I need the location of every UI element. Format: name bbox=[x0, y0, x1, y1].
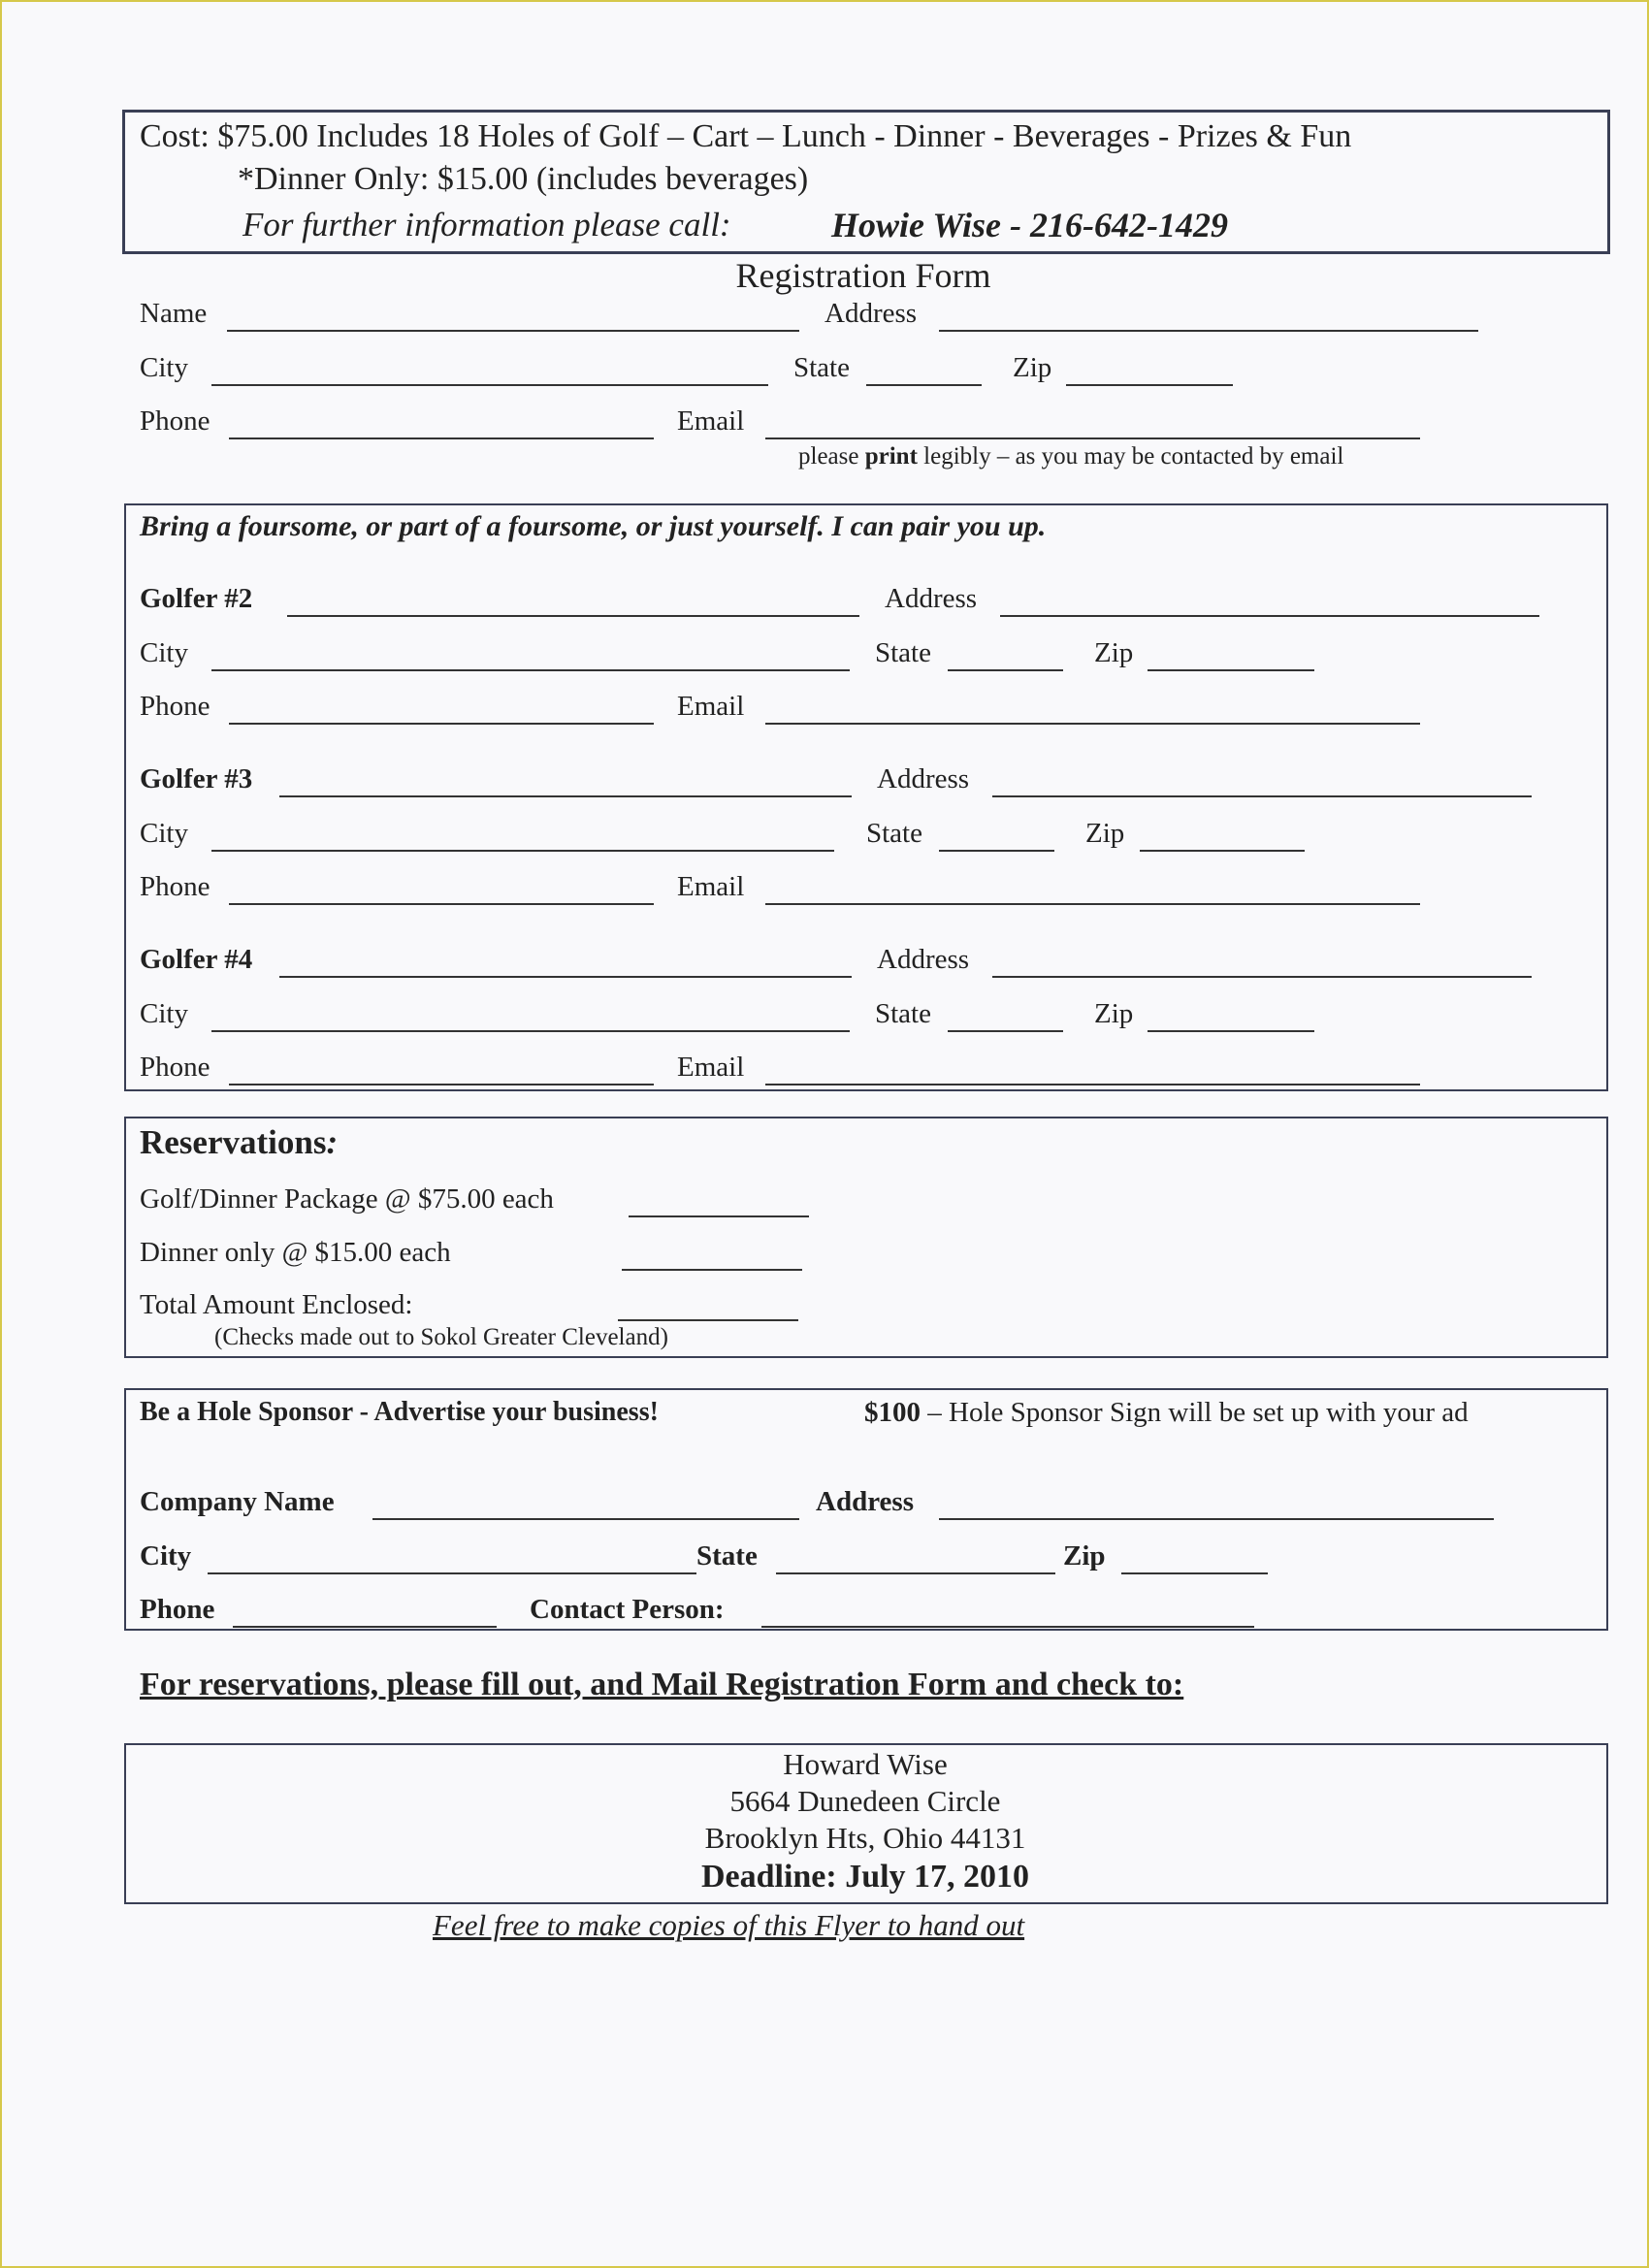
reservations-title: Reservations: bbox=[140, 1123, 339, 1161]
golfer-2-city-label: City bbox=[140, 637, 188, 668]
golfer-4-address-label: Address bbox=[877, 944, 970, 975]
golfer-3-name-field[interactable] bbox=[279, 795, 852, 797]
zip-field[interactable] bbox=[1066, 384, 1233, 386]
sponsor-state-field[interactable] bbox=[776, 1572, 1055, 1574]
name-label: Name bbox=[140, 298, 208, 329]
golfer-4-address-field[interactable] bbox=[992, 976, 1532, 978]
golfer-2-label: Golfer #2 bbox=[140, 583, 253, 614]
golfer-4-zip-label: Zip bbox=[1094, 998, 1134, 1029]
golfer-4-email-label: Email bbox=[677, 1052, 745, 1083]
golfer-2-address-field[interactable] bbox=[1000, 615, 1539, 617]
golfer-2-state-label: State bbox=[875, 637, 931, 668]
golfer-3-zip-label: Zip bbox=[1085, 818, 1125, 849]
state-label: State bbox=[793, 352, 850, 383]
package-label: Golf/Dinner Package @ $75.00 each bbox=[140, 1183, 554, 1215]
golfer-4-phone-field[interactable] bbox=[229, 1084, 654, 1085]
golfer-2-email-label: Email bbox=[677, 691, 745, 722]
email-field[interactable] bbox=[765, 437, 1420, 439]
golfer-3-email-label: Email bbox=[677, 871, 745, 902]
company-name-field[interactable] bbox=[372, 1518, 799, 1520]
dinner-only-line: *Dinner Only: $15.00 (includes beverages) bbox=[238, 161, 809, 197]
sponsor-phone-field[interactable] bbox=[233, 1626, 497, 1628]
golfer-2-phone-label: Phone bbox=[140, 691, 210, 722]
golfer-3-address-field[interactable] bbox=[992, 795, 1532, 797]
address-field[interactable] bbox=[939, 330, 1478, 332]
golfer-4-label: Golfer #4 bbox=[140, 944, 253, 975]
golfer-4-phone-label: Phone bbox=[140, 1052, 210, 1083]
sponsor-state-label: State bbox=[696, 1540, 758, 1571]
golfer-2-email-field[interactable] bbox=[765, 723, 1420, 725]
sponsor-city-field[interactable] bbox=[208, 1572, 696, 1574]
copies-note: Feel free to make copies of this Flyer to hand out bbox=[433, 1908, 1025, 1942]
city-label: City bbox=[140, 352, 188, 383]
sponsor-heading: Be a Hole Sponsor - Advertise your business! bbox=[140, 1397, 659, 1427]
golfer-4-name-field[interactable] bbox=[279, 976, 852, 978]
golfer-3-city-label: City bbox=[140, 818, 188, 849]
golfer-3-label: Golfer #3 bbox=[140, 763, 253, 794]
contact-phone: Howie Wise - 216-642-1429 bbox=[831, 206, 1228, 244]
sponsor-price: $100 – Hole Sponsor Sign will be set up with your ad bbox=[864, 1397, 1469, 1428]
foursome-box bbox=[124, 503, 1608, 1091]
contact-person-field[interactable] bbox=[761, 1626, 1254, 1628]
golfer-2-zip-label: Zip bbox=[1094, 637, 1134, 668]
deadline: Deadline: July 17, 2010 bbox=[700, 1859, 1030, 1895]
golfer-4-city-field[interactable] bbox=[211, 1030, 850, 1032]
company-name-label: Company Name bbox=[140, 1486, 335, 1517]
foursome-intro: Bring a foursome, or part of a foursome, or just yourself. I can pair you up. bbox=[140, 510, 1047, 542]
golfer-3-phone-label: Phone bbox=[140, 871, 210, 902]
contact-person-label: Contact Person: bbox=[530, 1594, 725, 1625]
sponsor-address-field[interactable] bbox=[939, 1518, 1494, 1520]
checks-note: (Checks made out to Sokol Greater Cleveland) bbox=[214, 1324, 668, 1350]
golfer-2-zip-field[interactable] bbox=[1148, 669, 1314, 671]
golfer-2-state-field[interactable] bbox=[948, 669, 1063, 671]
golfer-3-email-field[interactable] bbox=[765, 903, 1420, 905]
golfer-3-address-label: Address bbox=[877, 763, 970, 794]
golfer-4-state-label: State bbox=[875, 998, 931, 1029]
golfer-3-zip-field[interactable] bbox=[1140, 850, 1305, 852]
info-prefix: For further information please call: bbox=[242, 206, 731, 243]
dinner-only-label: Dinner only @ $15.00 each bbox=[140, 1237, 451, 1268]
golfer-3-state-label: State bbox=[866, 818, 922, 849]
golfer-3-city-field[interactable] bbox=[211, 850, 834, 852]
city-field[interactable] bbox=[211, 384, 768, 386]
mail-instruction: For reservations, please fill out, and Mail Registration Form and check to: bbox=[140, 1667, 1184, 1702]
mail-street: 5664 Dunedeen Circle bbox=[729, 1784, 1001, 1818]
state-field[interactable] bbox=[866, 384, 982, 386]
address-label: Address bbox=[824, 298, 918, 329]
sponsor-zip-field[interactable] bbox=[1121, 1572, 1268, 1574]
email-note: please print legibly – as you may be contacted by email bbox=[798, 443, 1344, 470]
cost-line: Cost: $75.00 Includes 18 Holes of Golf – Cart – Lunch - Dinner - Beverages - Prizes & Fun bbox=[140, 118, 1352, 154]
sponsor-phone-label: Phone bbox=[140, 1594, 215, 1625]
mail-city: Brooklyn Hts, Ohio 44131 bbox=[704, 1821, 1026, 1855]
registration-title: Registration Form bbox=[735, 256, 991, 295]
email-label: Email bbox=[677, 405, 745, 437]
total-amount-field[interactable] bbox=[618, 1319, 798, 1321]
golfer-2-address-label: Address bbox=[885, 583, 978, 614]
package-quantity-field[interactable] bbox=[629, 1215, 809, 1217]
golfer-2-city-field[interactable] bbox=[211, 669, 850, 671]
zip-label: Zip bbox=[1013, 352, 1052, 383]
golfer-3-phone-field[interactable] bbox=[229, 903, 654, 905]
golfer-2-phone-field[interactable] bbox=[229, 723, 654, 725]
mail-name: Howard Wise bbox=[783, 1747, 948, 1781]
sponsor-city-label: City bbox=[140, 1540, 192, 1571]
golfer-4-zip-field[interactable] bbox=[1148, 1030, 1314, 1032]
sponsor-address-label: Address bbox=[816, 1486, 914, 1517]
golfer-4-state-field[interactable] bbox=[948, 1030, 1063, 1032]
golfer-3-state-field[interactable] bbox=[939, 850, 1054, 852]
name-field[interactable] bbox=[227, 330, 799, 332]
dinner-quantity-field[interactable] bbox=[622, 1269, 802, 1271]
golfer-2-name-field[interactable] bbox=[287, 615, 859, 617]
golfer-4-city-label: City bbox=[140, 998, 188, 1029]
sponsor-zip-label: Zip bbox=[1063, 1540, 1106, 1571]
phone-field[interactable] bbox=[229, 437, 654, 439]
total-label: Total Amount Enclosed: bbox=[140, 1289, 413, 1320]
phone-label: Phone bbox=[140, 405, 210, 437]
golfer-4-email-field[interactable] bbox=[765, 1084, 1420, 1085]
